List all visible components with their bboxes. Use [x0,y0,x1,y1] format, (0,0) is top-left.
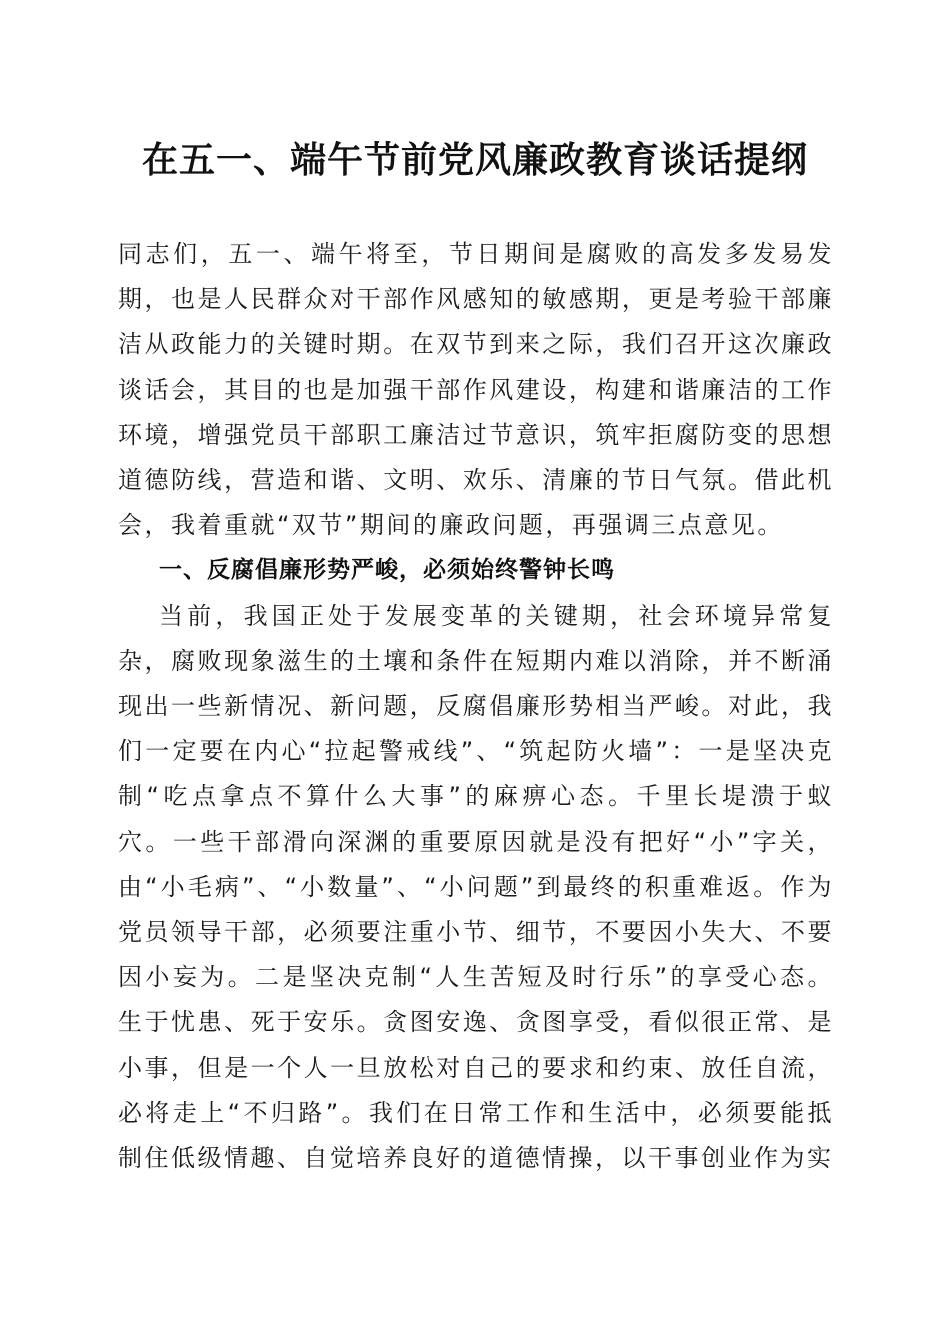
section-1-heading: 一、反腐倡廉形势严峻，必须始终警钟长鸣 [159,557,615,584]
intro-paragraph: 同志们，五一、端午将至，节日期间是腐败的高发多发易发期，也是人民群众对干部作风感知的敏感期，更是考验干部廉洁从政能力的关键时期。在双节到来之际，我们召开这次廉政谈话会，其目的也是加强干部作风建设，构建和谐廉洁的工作环境，增强党员干部职工廉洁过节意识，筑牢拒腐防变的思想道德防线，营造和谐、文明、欢乐、清廉的节日气氛。借此机会，我着重就“双节”期间的廉政问题，再强调三点意见。 [118,240,834,540]
section-1-paragraph: 当前，我国正处于发展变革的关键期，社会环境异常复杂，腐败现象滋生的土壤和条件在短期内难以消除，并不断涌现出一些新情况、新问题，反腐倡廉形势相当严峻。对此，我们一定要在内心“拉起警戒线”、“筑起防火墙”：一是坚决克制“吃点拿点不算什么大事”的麻痹心态。千里长堤溃于蚁穴。一些干部滑向深渊的重要原因就是没有把好“小”字关，由“小毛病”、“小数量”、“小问题”到最终的积重难返。作为党员领导干部，必须要注重小节、细节，不要因小失大、不要因小妄为。二是坚决克制“人生苦短及时行乐”的享受心态。生于忧患、死于安乐。贪图安逸、贪图享受，看似很正常、是小事，但是一个人一旦放松对自己的要求和约束、放任自流，必将走上“不归路”。我们在日常工作和生活中，必须要能抵制住低级情趣、自觉培养良好的道德情操，以干事创业作为实 [118,601,834,1173]
document-title: 在五一、端午节前党风廉政教育谈话提纲 [141,139,808,181]
document-body [118,232,834,1181]
